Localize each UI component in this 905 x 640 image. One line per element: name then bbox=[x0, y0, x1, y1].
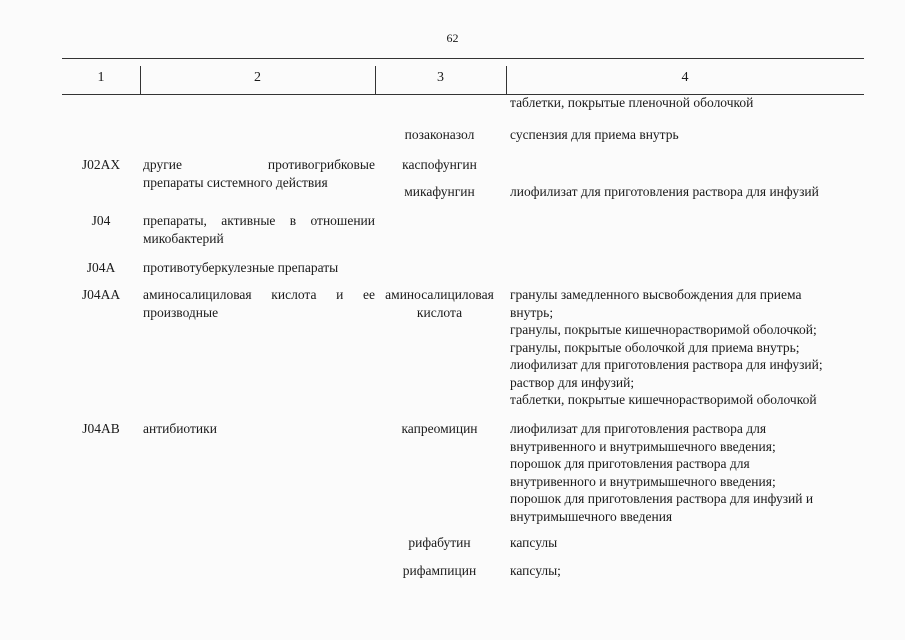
group-name: препараты, активные в отношении микобактерий bbox=[143, 213, 375, 246]
header-col-3: 3 bbox=[437, 70, 444, 85]
atc-code: J04AA bbox=[81, 287, 121, 302]
dosage-form: капсулы; bbox=[510, 563, 561, 578]
dosage-form: таблетки, покрытые пленочной оболочкой bbox=[510, 95, 754, 110]
dosage-form: капсулы bbox=[510, 535, 558, 550]
dosage-form: гранулы замедленного высвобождения для приема внутрь; гранулы, покрытые кишечнорастворимой оболочкой; гранулы, покрытые оболочкой для приема внутрь; лиофилизат для приготовления раствора для инфузий; раствор для инфузий; таблетки, покрытые кишечнорастворимой оболочкой bbox=[510, 287, 823, 407]
table-header bbox=[62, 58, 864, 95]
group-name: антибиотики bbox=[143, 421, 217, 436]
atc-code: J02AX bbox=[81, 157, 121, 172]
substance-name: позаконазол bbox=[404, 127, 475, 142]
substance-name: микафунгин bbox=[404, 184, 475, 199]
group-name: аминосалициловая кислота и ее производные bbox=[143, 287, 375, 320]
header-col-1: 1 bbox=[97, 70, 105, 85]
group-name: противотуберкулезные препараты bbox=[143, 260, 339, 275]
atc-code: J04AB bbox=[82, 421, 120, 436]
substance-name: капреомицин bbox=[401, 421, 478, 436]
substance-name: аминосалициловая кислота bbox=[385, 287, 494, 320]
atc-code: J04 bbox=[91, 213, 111, 228]
header-col-4: 4 bbox=[681, 70, 689, 85]
dosage-form: суспензия для приема внутрь bbox=[510, 127, 679, 142]
substance-name: каспофунгин bbox=[402, 157, 477, 172]
header-col-2: 2 bbox=[254, 70, 261, 85]
dosage-form: лиофилизат для приготовления раствора для внутривенного и внутримышечного введения; порошок для приготовления раствора для внутривенного и внутримышечного введения; порошок для приготовления раствора для инфузий и внутримышечного введения bbox=[510, 421, 814, 524]
substance-name: рифампицин bbox=[402, 563, 477, 578]
page-number: 62 bbox=[446, 31, 459, 45]
dosage-form: лиофилизат для приготовления раствора для инфузий bbox=[510, 184, 819, 199]
atc-code: J04A bbox=[86, 260, 116, 275]
substance-name: рифабутин bbox=[408, 535, 471, 550]
group-name: другие противогрибковые препараты системного действия bbox=[143, 157, 375, 190]
